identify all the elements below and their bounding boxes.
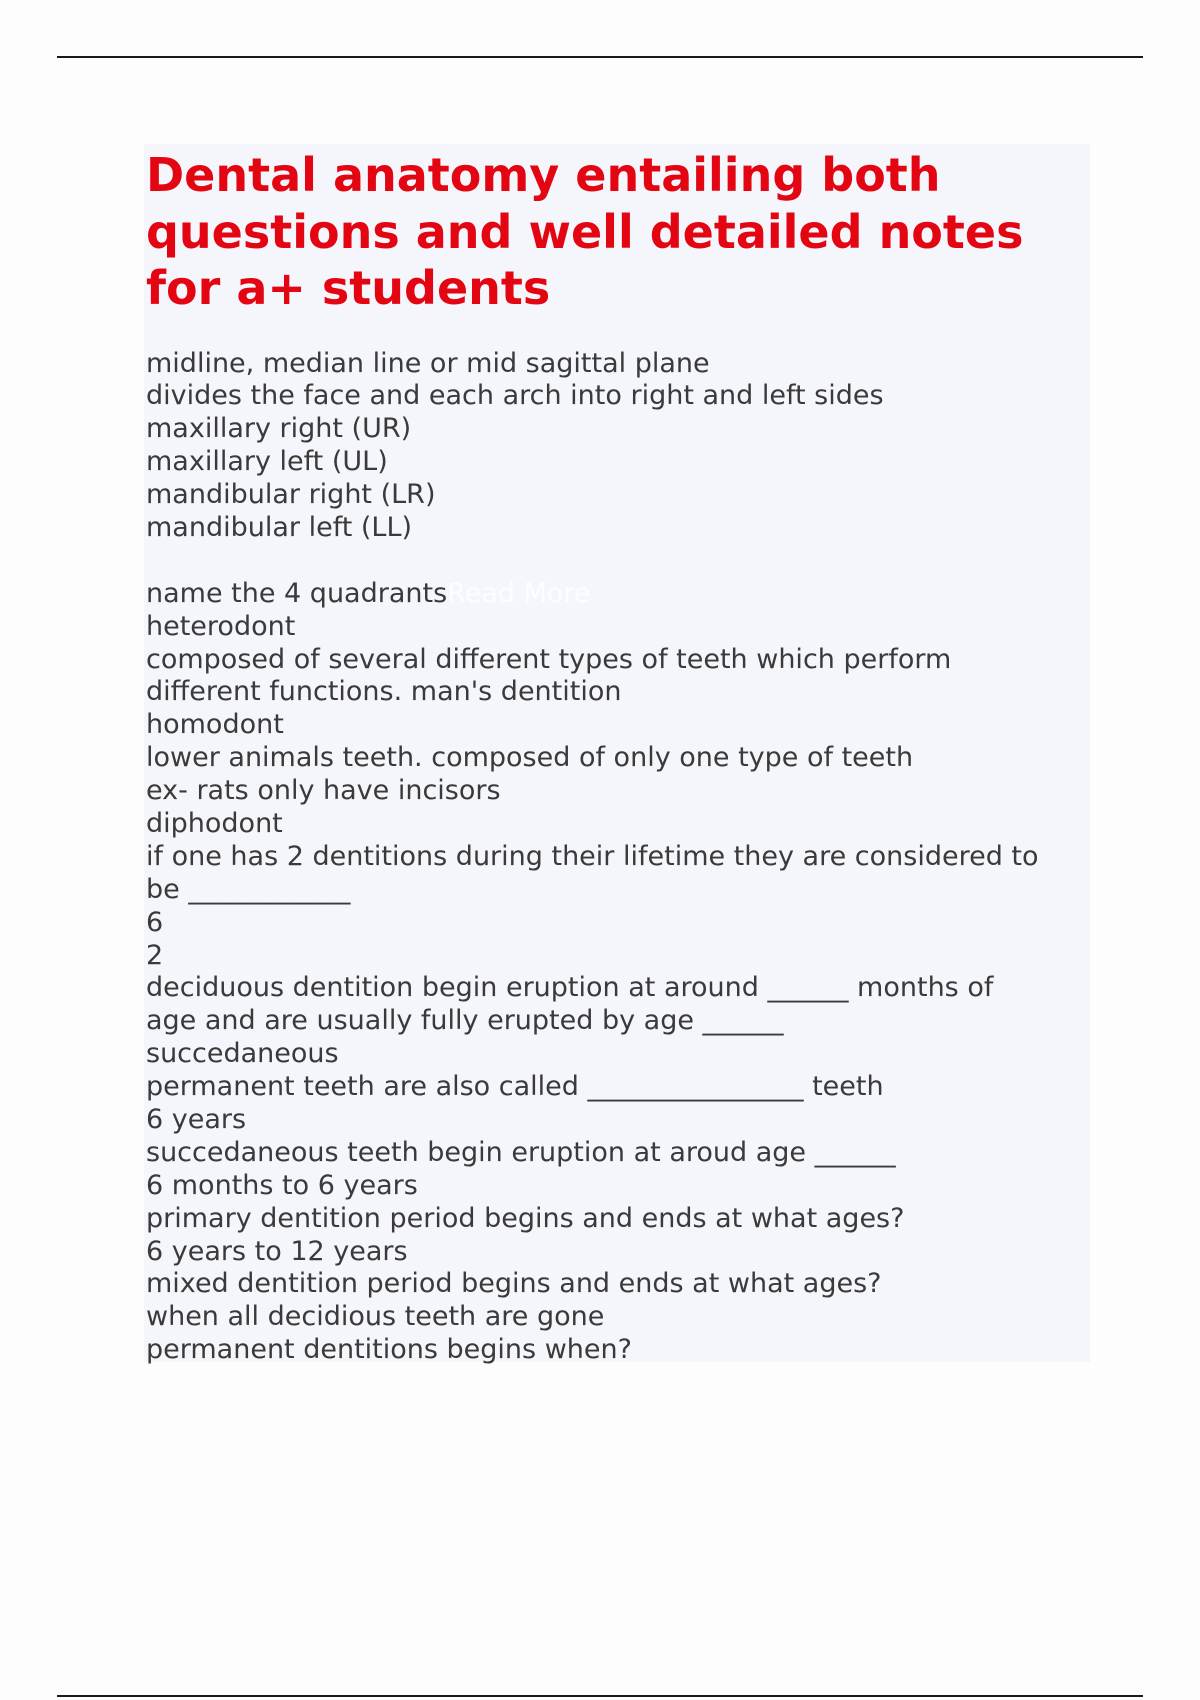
note-line: primary dentition period begins and ends at what ages? <box>146 1202 905 1234</box>
note-line: different functions. man's dentition <box>146 676 622 708</box>
note-line: diphodont <box>146 807 283 839</box>
note-line: age and are usually fully erupted by age ______ <box>146 1005 784 1037</box>
note-line: succedaneous <box>146 1038 339 1070</box>
note-line: mixed dentition period begins and ends at what ages? <box>146 1268 882 1300</box>
note-line: 6 years <box>146 1103 247 1135</box>
note-line: 6 months to 6 years <box>146 1169 418 1201</box>
document-title: Dental anatomy entailing both questions and well detailed notes for a+ students <box>146 148 1024 315</box>
note-line: divides the face and each arch into right and left sides <box>146 380 884 412</box>
note-line: lower animals teeth. composed of only one type of teeth <box>146 742 914 774</box>
note-line: deciduous dentition begin eruption at around ______ months of <box>146 972 994 1004</box>
note-line: composed of several different types of teeth which perform <box>146 643 952 675</box>
blank-line <box>146 545 1090 578</box>
note-line: 6 years to 12 years <box>146 1235 408 1267</box>
note-line: be ____________ <box>146 873 351 905</box>
note-line: homodont <box>146 709 284 741</box>
note-line: maxillary left (UL) <box>146 446 388 478</box>
note-line: heterodont <box>146 610 296 642</box>
note-line: maxillary right (UR) <box>146 413 412 445</box>
note-line: 2 <box>146 939 164 971</box>
note-line: ex- rats only have incisors <box>146 775 501 807</box>
document-content <box>144 144 1090 1366</box>
note-line: permanent teeth are also called ________________ teeth <box>146 1071 884 1103</box>
bottom-rule <box>57 1695 1143 1697</box>
read-more-link[interactable]: Read More <box>447 577 591 609</box>
note-line-text: name the 4 quadrants <box>146 577 448 609</box>
note-line: mandibular left (LL) <box>146 511 413 543</box>
note-line: midline, median line or mid sagittal plane <box>146 347 710 379</box>
note-line: if one has 2 dentitions during their lifetime they are considered to <box>146 840 1039 872</box>
note-line-with-read-more <box>146 578 1090 611</box>
note-line: succedaneous teeth begin eruption at aroud age ______ <box>146 1136 896 1168</box>
note-line: when all decidious teeth are gone <box>146 1301 605 1333</box>
note-line: permanent dentitions begins when? <box>146 1334 632 1366</box>
top-rule <box>57 56 1143 58</box>
notes-body <box>144 348 1090 1368</box>
note-line: mandibular right (LR) <box>146 479 436 511</box>
note-line: 6 <box>146 906 164 938</box>
